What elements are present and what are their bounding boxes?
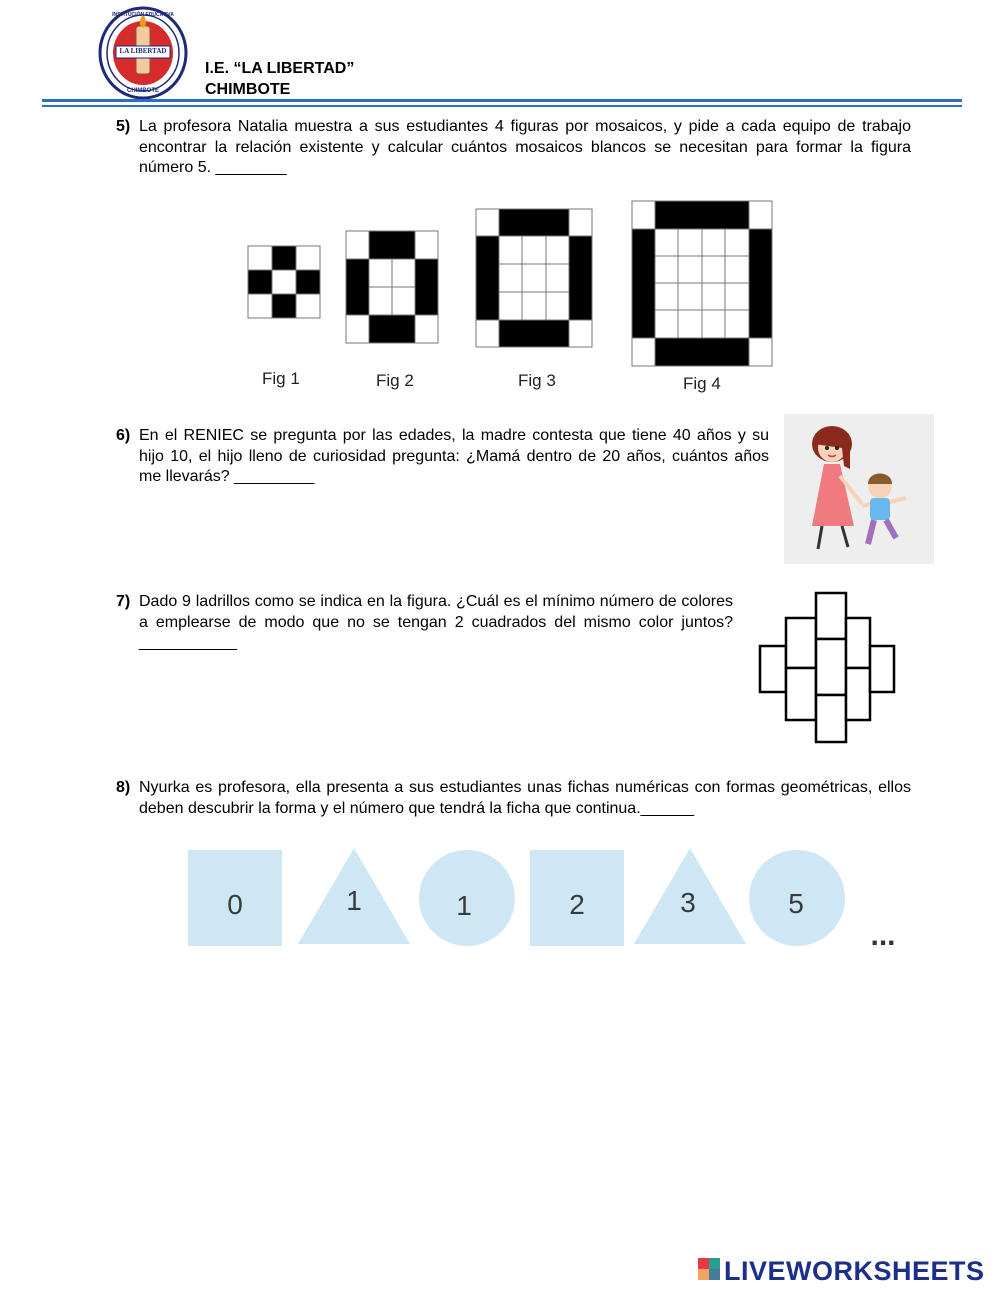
fig-label-3: Fig 3 bbox=[518, 371, 556, 390]
q5-text: La profesora Natalia muestra a sus estudiantes 4 figuras por mosaicos, y pide a cada equipo de trabajo encontrar la relación existente y calcular cuántos mosaicos blancos se necesitan para formar la figura número 5. ________ bbox=[139, 118, 911, 176]
q7-text: Dado 9 ladrillos como se indica en la figura. ¿Cuál es el mínimo número de colores a emplearse de modo que no se tengan 2 cuadrados del mismo color juntos? ___________ bbox=[139, 593, 733, 651]
fig-label-4: Fig 4 bbox=[683, 374, 721, 393]
q7-number: 7) bbox=[116, 593, 131, 610]
liveworksheets-logo bbox=[696, 1254, 996, 1286]
tile-number-3: 1 bbox=[456, 890, 472, 921]
tile-number-6: 5 bbox=[788, 888, 804, 919]
mosaic-fig-3 bbox=[476, 209, 592, 347]
logo-top-text: INSTITUCIÓN EDUCATIVA bbox=[112, 12, 174, 18]
school-city: CHIMBOTE bbox=[205, 81, 291, 98]
number-tiles-sequence bbox=[180, 840, 920, 960]
school-logo bbox=[98, 6, 188, 101]
mother-and-son-illustration bbox=[784, 414, 934, 564]
q6-number: 6) bbox=[116, 427, 131, 444]
tile-number-1: 0 bbox=[227, 889, 243, 920]
header-divider-thin bbox=[42, 105, 962, 107]
school-header bbox=[205, 58, 354, 100]
liveworksheets-brand: LIVEWORKSHEETS bbox=[724, 1256, 985, 1286]
mosaic-fig-4 bbox=[632, 201, 772, 366]
logo-center-text: LA LIBERTAD bbox=[119, 47, 167, 55]
school-name: I.E. “LA LIBERTAD” bbox=[205, 60, 355, 77]
q5-mosaic-figures bbox=[240, 195, 780, 400]
tile-number-5: 3 bbox=[680, 887, 696, 918]
q8-number: 8) bbox=[116, 779, 131, 796]
bricks-figure bbox=[756, 590, 900, 746]
sequence-ellipsis: ... bbox=[870, 919, 896, 952]
fig-label-1: Fig 1 bbox=[262, 369, 300, 388]
tile-number-2: 1 bbox=[346, 885, 362, 916]
fig-label-2: Fig 2 bbox=[376, 371, 414, 390]
q5-number: 5) bbox=[116, 118, 131, 135]
q6-text: En el RENIEC se pregunta por las edades, la madre contesta que tiene 40 años y su hijo 10, el hijo lleno de curiosidad pregunta: ¿Mamá dentro de 20 años, cuántos años me llevarás? _________ bbox=[139, 427, 769, 485]
q8-text: Nyurka es profesora, ella presenta a sus estudiantes unas fichas numéricas con formas geométricas, ellos deben descubrir la forma y el número que tendrá la ficha que continua.______ bbox=[139, 779, 911, 817]
logo-bottom-text: CHIMBOTE bbox=[127, 88, 159, 94]
mosaic-fig-2 bbox=[346, 231, 438, 343]
header-divider bbox=[42, 99, 962, 102]
tile-number-4: 2 bbox=[569, 889, 585, 920]
liveworksheets-icon bbox=[698, 1258, 720, 1280]
mosaic-fig-1 bbox=[248, 246, 320, 318]
